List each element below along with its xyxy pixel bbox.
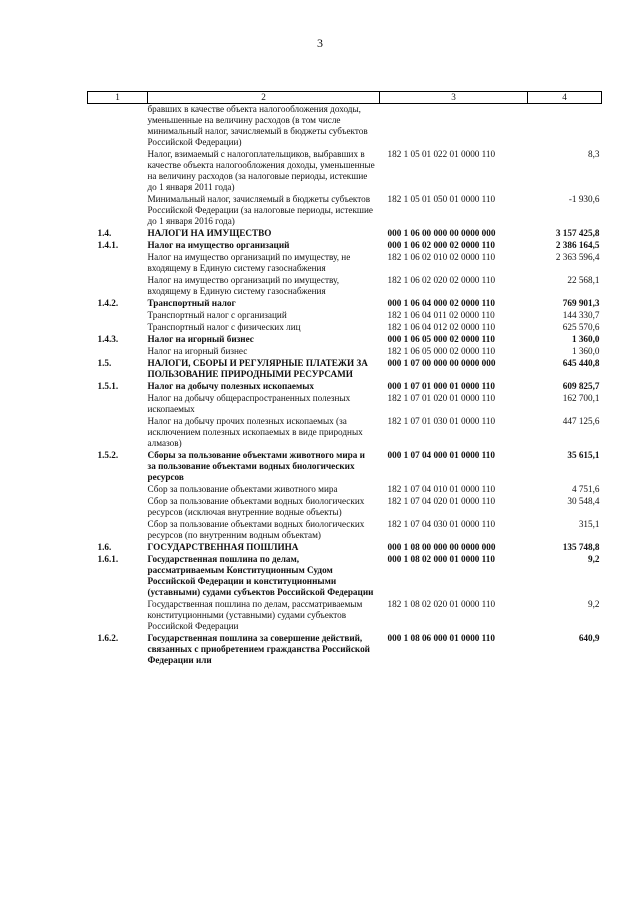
row-amount: 9,2	[588, 599, 600, 609]
row-name: Сбор за пользование объектами водных биологических ресурсов (исключая внутренние водные объекты)	[147, 496, 365, 517]
row-code: 182 1 07 01 020 01 0000 110	[387, 393, 496, 403]
row-code: 000 1 07 01 000 01 0000 110	[387, 381, 495, 391]
row-amount: 35 615,1	[567, 450, 600, 460]
table-row	[88, 333, 602, 345]
table-row	[88, 148, 602, 193]
row-amount: 144 330,7	[562, 310, 600, 320]
row-name: Сборы за пользование объектами животного мира и за пользование объектами водных биологических ресурсов	[147, 450, 365, 482]
row-number: 1.5.	[97, 358, 112, 368]
table-row	[88, 541, 602, 553]
row-name: Транспортный налог с организаций	[147, 310, 287, 320]
row-amount: 640,9	[578, 633, 600, 643]
row-number: 1.4.	[97, 228, 112, 238]
row-code: 182 1 07 04 010 01 0000 110	[387, 484, 496, 494]
row-amount: 9,2	[588, 554, 600, 564]
table-row	[88, 495, 602, 518]
row-name: Налог на игорный бизнес	[147, 334, 254, 344]
row-code: 000 1 07 00 000 00 0000 000	[387, 358, 496, 368]
table-row	[88, 632, 602, 666]
row-amount: 1 360,0	[571, 334, 600, 344]
row-name: Налог на имущество организаций	[147, 240, 290, 250]
row-code: 000 1 08 02 000 01 0000 110	[387, 554, 495, 564]
row-name: Государственная пошлина по делам, рассматриваемым конституционными (уставными) судами субъектов Российской Федерации	[147, 599, 363, 631]
table-row	[88, 345, 602, 357]
row-name: Налог на добычу полезных ископаемых	[147, 381, 314, 391]
row-code: 000 1 06 04 000 02 0000 110	[387, 298, 495, 308]
row-name: Государственная пошлина по делам, рассматриваемым Конституционным Судом Российской Федерации и конституционными (уставными) судами субъектов Российской Федерации	[147, 554, 374, 597]
row-number: 1.6.1.	[97, 554, 119, 564]
row-number	[88, 251, 148, 274]
row-amount: 609 825,7	[562, 381, 600, 391]
row-number	[88, 518, 148, 541]
header-col-3: 3	[380, 92, 528, 104]
table-row	[88, 392, 602, 415]
table-header	[88, 92, 602, 104]
header-col-1: 1	[88, 92, 148, 104]
row-number	[88, 495, 148, 518]
row-number: 1.6.	[97, 542, 112, 552]
row-amount: 769 901,3	[562, 298, 600, 308]
row-code: 000 1 06 05 000 02 0000 110	[387, 334, 495, 344]
row-amount: 162 700,1	[562, 393, 600, 403]
row-name: Налог на имущество организаций по имуществу, входящему в Единую систему газоснабжения	[147, 275, 340, 296]
row-name: Налог, взимаемый с налогоплательщиков, выбравших в качестве объекта налогообложения доходы, уменьшенные на величину расходов (за налоговые периоды, истекшие до 1 января 2011 года)	[147, 149, 375, 192]
row-number	[88, 104, 148, 149]
row-name: Сбор за пользование объектами водных биологических ресурсов (по внутренним водным объектам)	[147, 519, 365, 540]
header-row	[88, 92, 602, 104]
row-name: Налог на добычу общераспространенных полезных ископаемых	[147, 393, 351, 414]
table-row	[88, 274, 602, 297]
row-name: бравших в качестве объекта налогообложения доходы, уменьшенные на величину расходов (в том числе минимальный налог, зачисляемый в бюджеты субъектов Российской Федерации)	[147, 104, 368, 147]
row-amount: -1 930,6	[568, 194, 600, 204]
row-number	[88, 345, 148, 357]
table-row	[88, 518, 602, 541]
row-number: 1.5.1.	[97, 381, 119, 391]
row-amount: 1 360,0	[571, 346, 600, 356]
table-row	[88, 483, 602, 495]
row-code: 000 1 06 02 000 02 0000 110	[387, 240, 495, 250]
row-code: 182 1 05 01 050 01 0000 110	[387, 194, 496, 204]
row-number	[88, 321, 148, 333]
row-code: 182 1 06 05 000 02 0000 110	[387, 346, 496, 356]
table-body	[88, 104, 602, 667]
table-row	[88, 598, 602, 632]
row-code: 000 1 07 04 000 01 0000 110	[387, 450, 495, 460]
table-row	[88, 321, 602, 333]
row-number	[88, 598, 148, 632]
row-code: 000 1 08 06 000 01 0000 110	[387, 633, 495, 643]
row-number	[88, 309, 148, 321]
row-code: 182 1 06 02 010 02 0000 110	[387, 252, 496, 262]
table-row	[88, 251, 602, 274]
row-name: Налог на добычу прочих полезных ископаемых (за исключением полезных ископаемых в виде природных алмазов)	[147, 416, 363, 448]
row-amount: 135 748,8	[562, 542, 600, 552]
row-amount: 447 125,6	[562, 416, 600, 426]
row-number: 1.6.2.	[97, 633, 119, 643]
row-name: Минимальный налог, зачисляемый в бюджеты субъектов Российской Федерации (за налоговые периоды, истекшие до 1 января 2016 года)	[147, 194, 373, 226]
page-number: 3	[317, 36, 323, 50]
row-name: НАЛОГИ, СБОРЫ И РЕГУЛЯРНЫЕ ПЛАТЕЖИ ЗА ПОЛЬЗОВАНИЕ ПРИРОДНЫМИ РЕСУРСАМИ	[147, 358, 368, 379]
table-row	[88, 227, 602, 239]
row-number: 1.5.2.	[97, 450, 119, 460]
table-row	[88, 104, 602, 149]
row-code: 182 1 07 04 030 01 0000 110	[387, 519, 496, 529]
row-number: 1.4.1.	[97, 240, 119, 250]
row-amount: 315,1	[578, 519, 600, 529]
table-row	[88, 553, 602, 598]
row-number	[88, 392, 148, 415]
table-row	[88, 380, 602, 392]
table-row	[88, 449, 602, 483]
table-row	[88, 297, 602, 309]
row-amount	[528, 104, 602, 149]
table-row	[88, 239, 602, 251]
row-name: ГОСУДАРСТВЕННАЯ ПОШЛИНА	[147, 542, 299, 552]
row-number	[88, 483, 148, 495]
row-amount: 2 363 596,4	[555, 252, 600, 262]
row-code: 182 1 08 02 020 01 0000 110	[387, 599, 496, 609]
row-number	[88, 148, 148, 193]
row-amount: 8,3	[588, 149, 600, 159]
row-name: Транспортный налог с физических лиц	[147, 322, 301, 332]
row-amount: 3 157 425,8	[555, 228, 600, 238]
table-row	[88, 309, 602, 321]
header-col-2: 2	[148, 92, 380, 104]
row-name: Транспортный налог	[147, 298, 236, 308]
row-amount: 4 751,6	[571, 484, 600, 494]
row-code: 182 1 06 02 020 02 0000 110	[387, 275, 496, 285]
row-code: 182 1 06 04 012 02 0000 110	[387, 322, 496, 332]
row-amount: 625 570,6	[562, 322, 600, 332]
row-number	[88, 274, 148, 297]
row-code: 182 1 06 04 011 02 0000 110	[387, 310, 495, 320]
budget-table	[87, 91, 602, 666]
row-amount: 30 548,4	[567, 496, 600, 506]
table-row	[88, 357, 602, 380]
header-col-4: 4	[528, 92, 602, 104]
row-name: НАЛОГИ НА ИМУЩЕСТВО	[147, 228, 272, 238]
row-amount: 22 568,1	[567, 275, 600, 285]
row-code: 182 1 05 01 022 01 0000 110	[387, 149, 496, 159]
row-amount: 2 386 164,5	[555, 240, 600, 250]
row-code	[380, 104, 528, 149]
row-number	[88, 193, 148, 227]
row-code: 000 1 08 00 000 00 0000 000	[387, 542, 496, 552]
row-code: 182 1 07 01 030 01 0000 110	[387, 416, 496, 426]
row-name: Сбор за пользование объектами животного мира	[147, 484, 338, 494]
row-amount: 645 440,8	[562, 358, 600, 368]
row-name: Государственная пошлина за совершение действий, связанных с приобретением гражданства Российской Федерации или	[147, 633, 370, 665]
row-code: 182 1 07 04 020 01 0000 110	[387, 496, 496, 506]
row-number: 1.4.2.	[97, 298, 119, 308]
row-code: 000 1 06 00 000 00 0000 000	[387, 228, 496, 238]
table-row	[88, 193, 602, 227]
row-name: Налог на игорный бизнес	[147, 346, 248, 356]
row-name: Налог на имущество организаций по имуществу, не входящему в Единую систему газоснабжения	[147, 252, 351, 273]
row-number	[88, 415, 148, 449]
table-row	[88, 415, 602, 449]
row-number: 1.4.3.	[97, 334, 119, 344]
